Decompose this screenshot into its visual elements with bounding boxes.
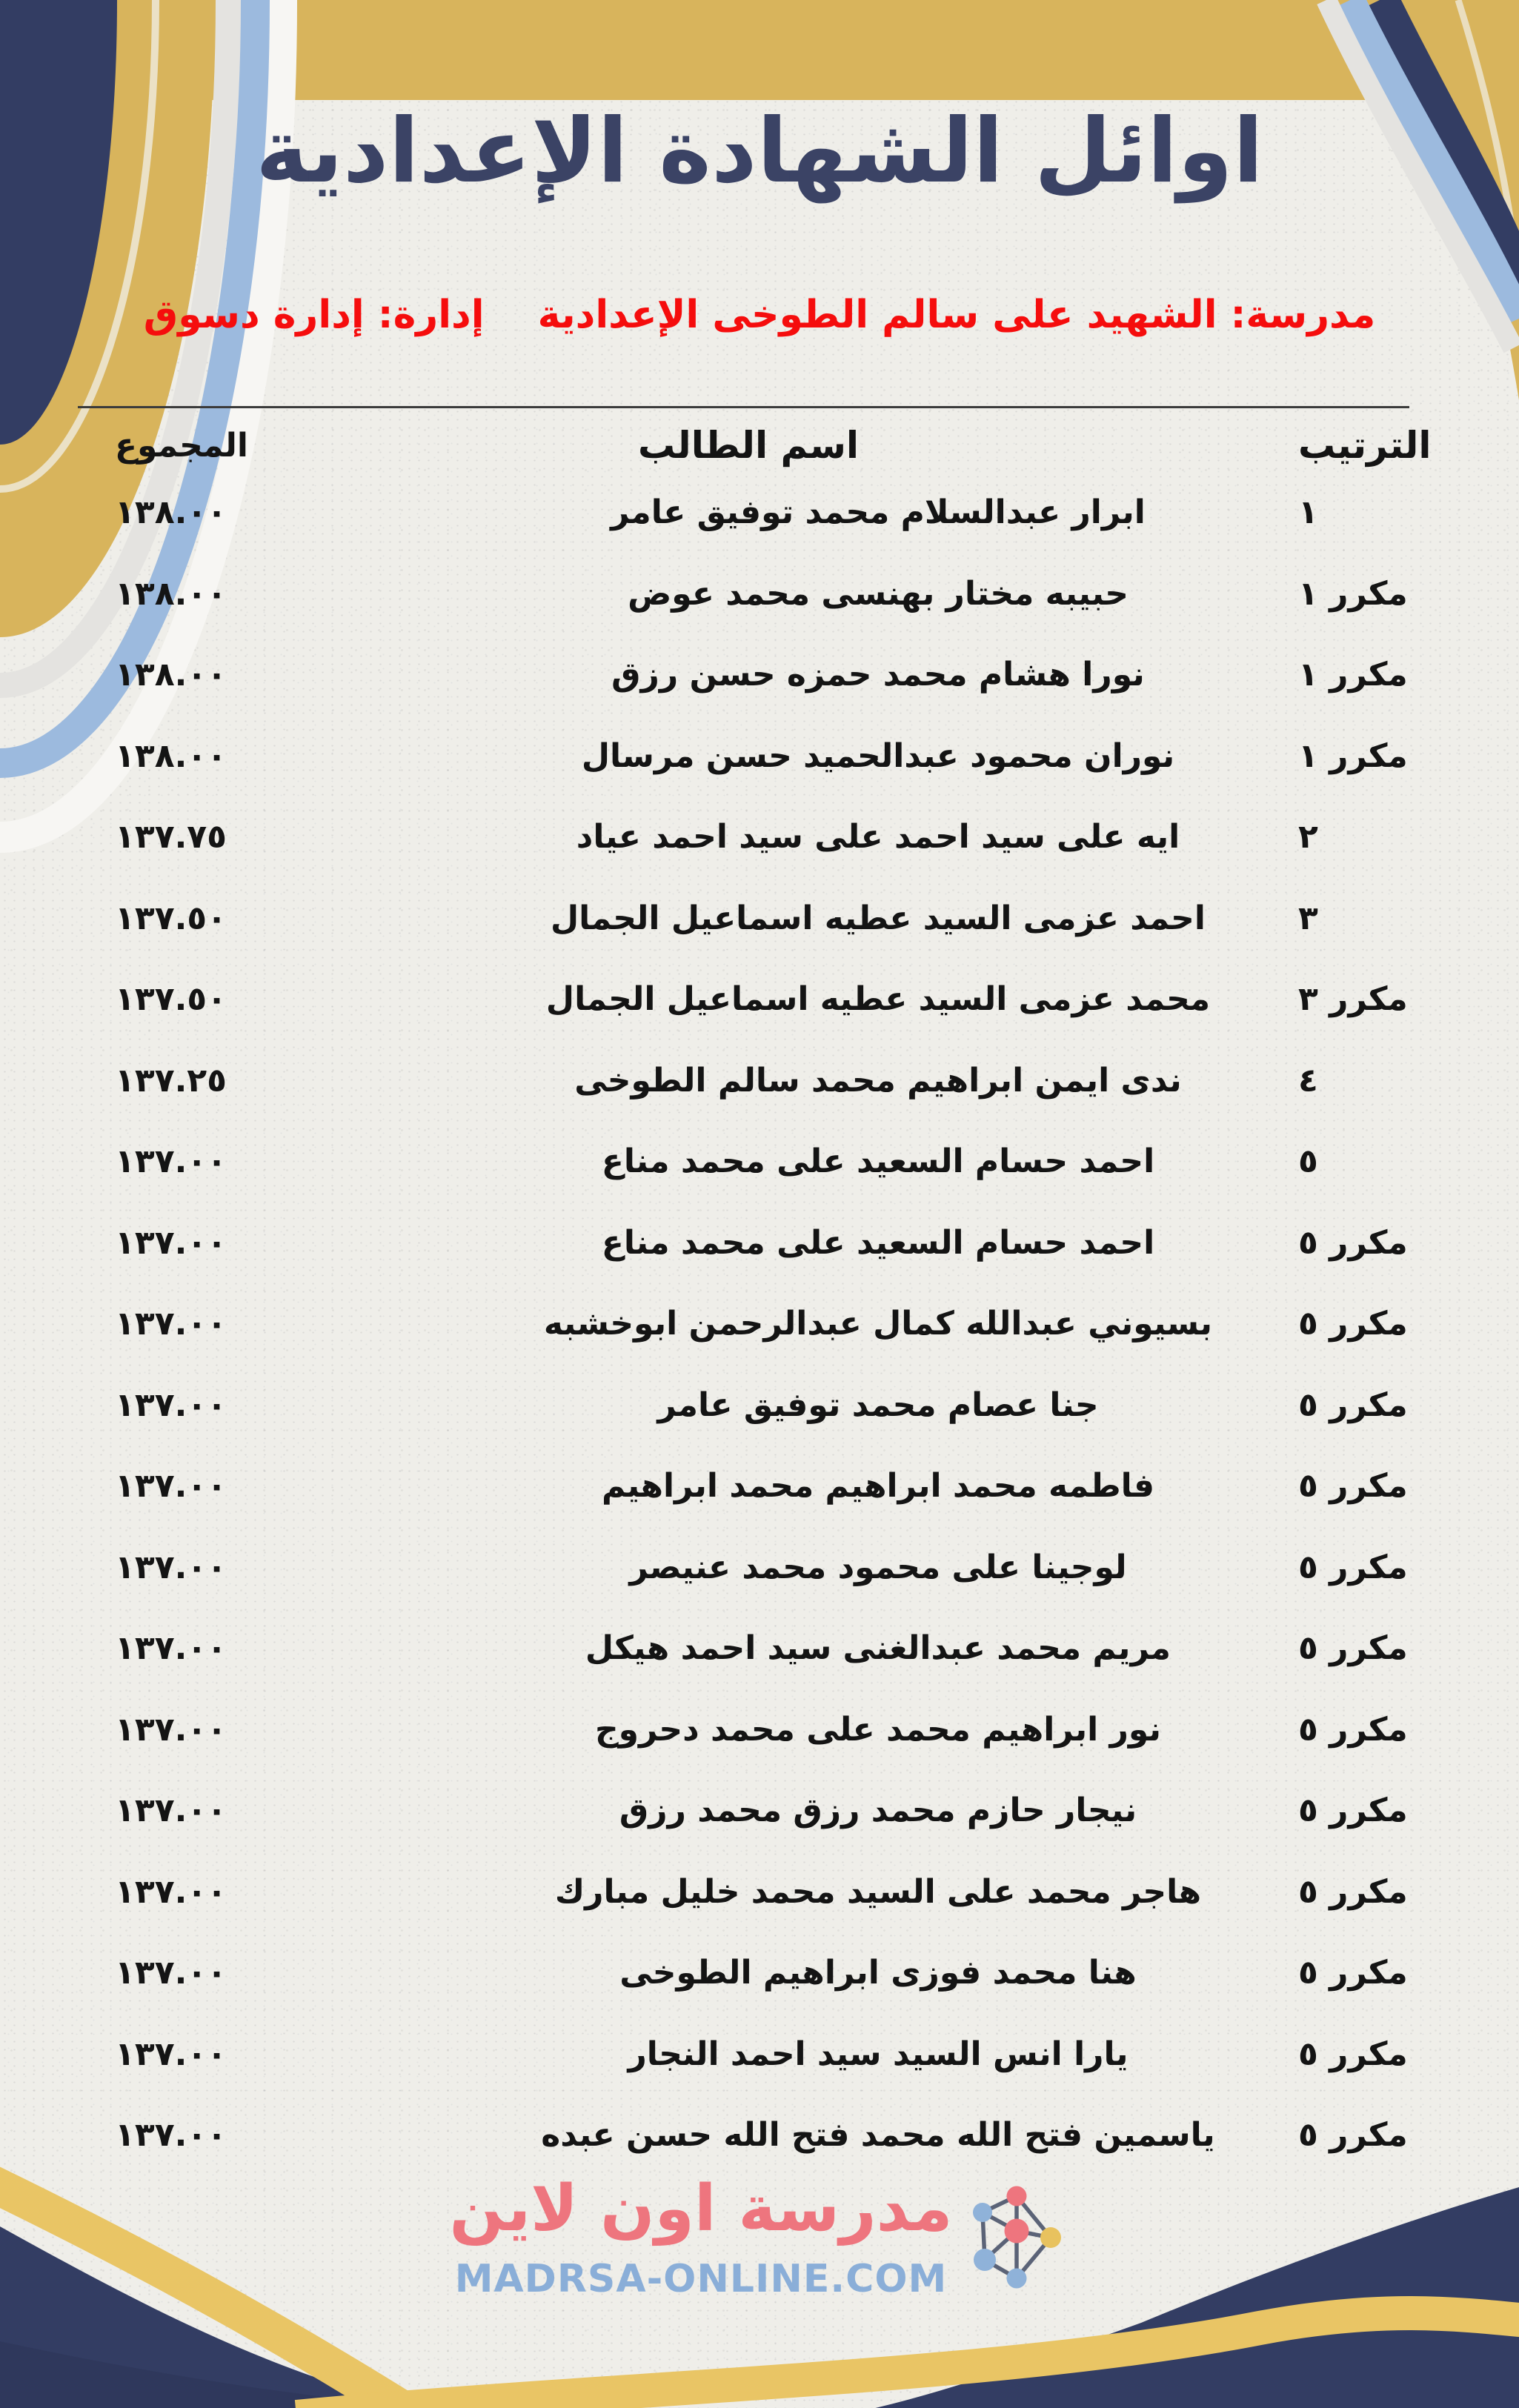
student-name-cell: نوران محمود عبدالحميد حسن مرسال xyxy=(581,736,1175,775)
total-cell: ١٣٧.٠٠ xyxy=(115,2035,227,2073)
table-row xyxy=(44,959,1475,1040)
total-cell: ١٣٧.٥٠ xyxy=(115,980,227,1019)
total-cell: ١٣٧.٠٠ xyxy=(115,1954,227,1992)
table-row xyxy=(44,1446,1475,1527)
total-cell: ١٣٨.٠٠ xyxy=(115,656,227,694)
total-cell: ١٣٨.٠٠ xyxy=(115,736,227,775)
footer-logo xyxy=(0,2172,1519,2302)
table-row xyxy=(44,1365,1475,1446)
student-name-cell: نيجار حازم محمد رزق محمد رزق xyxy=(619,1792,1137,1830)
student-name-cell: نورا هشام محمد حمزه حسن رزق xyxy=(611,656,1145,694)
table-row xyxy=(44,1689,1475,1771)
rank-cell: ٣ xyxy=(1298,899,1318,937)
total-cell: ١٣٧.٧٥ xyxy=(115,818,227,857)
student-name-cell: حبيبه مختار بهنسى محمد عوض xyxy=(628,574,1129,613)
logo-arabic-text: مدرسة اون لاين xyxy=(449,2172,953,2246)
rank-cell: مكرر ٥ xyxy=(1298,1386,1408,1424)
total-cell: ١٣٧.٢٥ xyxy=(115,1061,227,1100)
results-table xyxy=(44,419,1475,2176)
total-cell: ١٣٧.٥٠ xyxy=(115,899,227,937)
student-name-cell: ندى ايمن ابراهيم محمد سالم الطوخى xyxy=(574,1061,1182,1100)
rank-cell: مكرر ٥ xyxy=(1298,1629,1408,1668)
rank-cell: مكرر ٥ xyxy=(1298,2116,1408,2155)
student-name-cell: ابرار عبدالسلام محمد توفيق عامر xyxy=(611,493,1146,532)
student-name-cell: يارا انس السيد سيد احمد النجار xyxy=(628,2035,1129,2073)
table-header-row xyxy=(44,419,1475,472)
rank-cell: مكرر ٥ xyxy=(1298,1223,1408,1262)
total-cell: ١٣٧.٠٠ xyxy=(115,1710,227,1749)
page-title: اوائل الشهادة الإعدادية xyxy=(256,100,1263,203)
rank-cell: مكرر ٥ xyxy=(1298,1305,1408,1343)
table-row xyxy=(44,796,1475,878)
divider-line xyxy=(78,406,1409,408)
student-name-cell: ايه على سيد احمد على سيد احمد عياد xyxy=(576,818,1180,857)
table-row xyxy=(44,1770,1475,1852)
table-row xyxy=(44,1608,1475,1689)
student-name-cell: نور ابراهيم محمد على محمد دحروج xyxy=(594,1710,1162,1749)
header-total: المجموع xyxy=(115,426,248,465)
table-row xyxy=(44,1283,1475,1365)
rank-cell: ٥ xyxy=(1298,1143,1318,1181)
total-cell: ١٣٧.٠٠ xyxy=(115,1305,227,1343)
school-name: مدرسة: الشهيد على سالم الطوخى الإعدادية xyxy=(537,293,1376,337)
rank-cell: مكرر ٥ xyxy=(1298,1710,1408,1749)
total-cell: ١٣٨.٠٠ xyxy=(115,574,227,613)
total-cell: ١٣٧.٠٠ xyxy=(115,2116,227,2155)
total-cell: ١٣٧.٠٠ xyxy=(115,1792,227,1830)
student-name-cell: احمد حسام السعيد على محمد مناع xyxy=(601,1223,1155,1262)
table-row xyxy=(44,1121,1475,1203)
school-info-line xyxy=(0,290,1519,341)
student-name-cell: لوجينا على محمود محمد عنيصر xyxy=(629,1548,1127,1586)
rank-cell: مكرر ٥ xyxy=(1298,2035,1408,2073)
logo-url-text: MADRSA-ONLINE.COM xyxy=(454,2256,948,2301)
student-name-cell: فاطمه محمد ابراهيم محمد ابراهيم xyxy=(601,1467,1155,1506)
student-name-cell: محمد عزمى السيد عطيه اسماعيل الجمال xyxy=(545,980,1211,1019)
table-row xyxy=(44,2014,1475,2095)
network-logo-icon xyxy=(966,2177,1070,2295)
table-body xyxy=(44,472,1475,2176)
rank-cell: مكرر ٥ xyxy=(1298,1872,1408,1911)
total-cell: ١٣٧.٠٠ xyxy=(115,1872,227,1911)
rank-cell: مكرر ٣ xyxy=(1298,980,1408,1019)
administration-name: إدارة: إدارة دسوق xyxy=(143,293,485,337)
total-cell: ١٣٧.٠٠ xyxy=(115,1223,227,1262)
student-name-cell: احمد حسام السعيد على محمد مناع xyxy=(601,1143,1155,1181)
header-student-name: اسم الطالب xyxy=(637,424,860,467)
logo-text-block xyxy=(449,2172,952,2302)
student-name-cell: هاجر محمد على السيد محمد خليل مبارك xyxy=(554,1872,1202,1911)
rank-cell: مكرر ٥ xyxy=(1298,1467,1408,1506)
total-cell: ١٣٧.٠٠ xyxy=(115,1143,227,1181)
total-cell: ١٣٧.٠٠ xyxy=(115,1386,227,1424)
rank-cell: مكرر ٥ xyxy=(1298,1954,1408,1992)
rank-cell: مكرر ٥ xyxy=(1298,1548,1408,1586)
rank-cell: مكرر ٥ xyxy=(1298,1792,1408,1830)
student-name-cell: هنا محمد فوزى ابراهيم الطوخى xyxy=(619,1954,1137,1992)
total-cell: ١٣٧.٠٠ xyxy=(115,1629,227,1668)
rank-cell: مكرر ١ xyxy=(1298,736,1408,775)
table-row xyxy=(44,878,1475,959)
total-cell: ١٣٧.٠٠ xyxy=(115,1467,227,1506)
total-cell: ١٣٧.٠٠ xyxy=(115,1548,227,1586)
table-row xyxy=(44,1040,1475,1122)
table-row xyxy=(44,472,1475,553)
table-row xyxy=(44,1527,1475,1609)
rank-cell: ٢ xyxy=(1298,818,1318,857)
student-name-cell: بسيوني عبدالله كمال عبدالرحمن ابوخشبه xyxy=(543,1305,1213,1343)
total-cell: ١٣٨.٠٠ xyxy=(115,493,227,532)
table-row xyxy=(44,553,1475,635)
student-name-cell: احمد عزمى السيد عطيه اسماعيل الجمال xyxy=(551,899,1206,937)
student-name-cell: ياسمين فتح الله محمد فتح الله حسن عبده xyxy=(541,2116,1215,2155)
table-row xyxy=(44,634,1475,716)
rank-cell: ٤ xyxy=(1298,1061,1318,1100)
table-row xyxy=(44,1852,1475,1933)
table-row xyxy=(44,716,1475,797)
table-row xyxy=(44,1932,1475,2014)
rank-cell: مكرر ١ xyxy=(1298,656,1408,694)
rank-cell: مكرر ١ xyxy=(1298,574,1408,613)
header-rank: الترتيب xyxy=(1298,424,1432,467)
table-row xyxy=(44,1203,1475,1284)
student-name-cell: جنا عصام محمد توفيق عامر xyxy=(657,1386,1099,1424)
student-name-cell: مريم محمد عبدالغنى سيد احمد هيكل xyxy=(585,1629,1171,1668)
rank-cell: ١ xyxy=(1298,493,1318,532)
